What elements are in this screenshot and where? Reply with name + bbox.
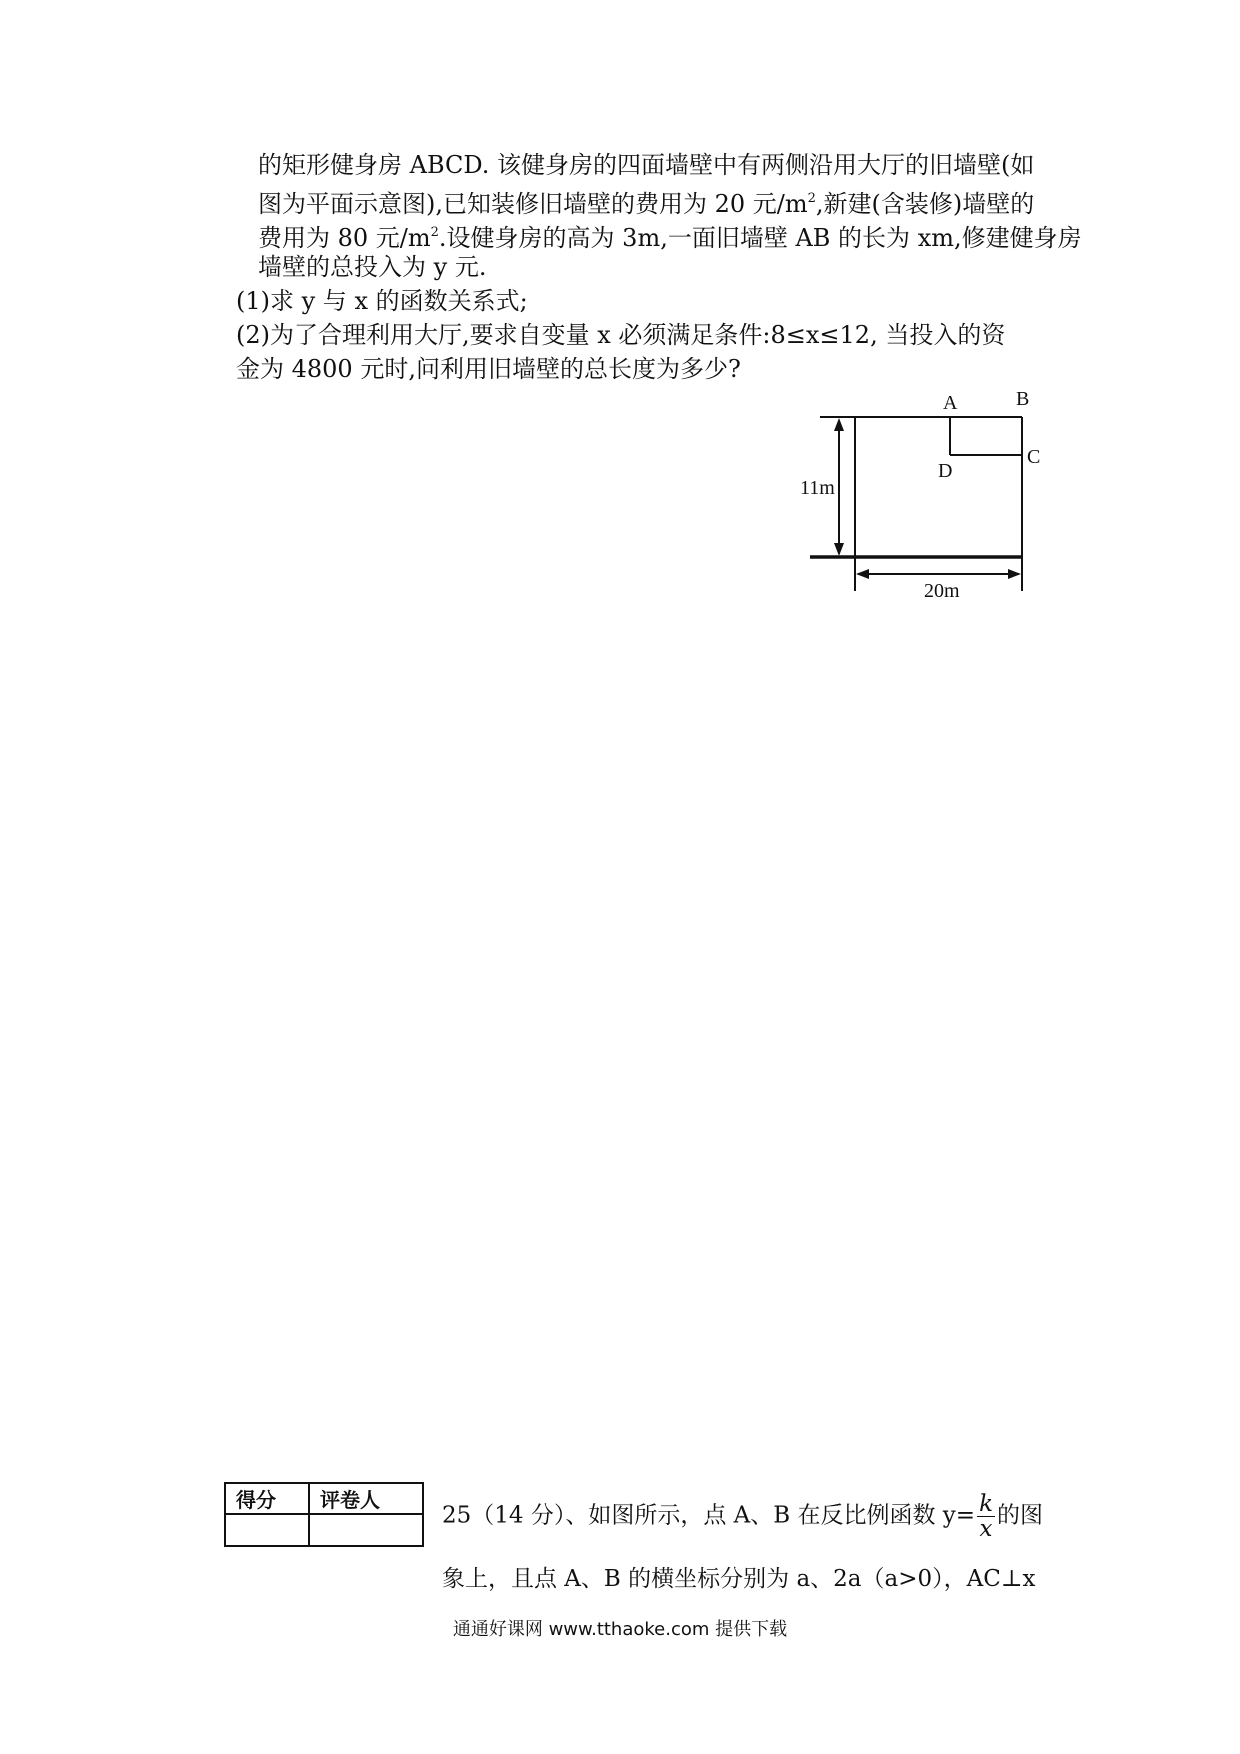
footer-text: 通通好课网 www.tthaoke.com 提供下载 xyxy=(452,1619,788,1640)
height-arrow-up xyxy=(834,418,844,431)
grader-header: 评卷人 xyxy=(309,1483,423,1514)
score-header: 得分 xyxy=(225,1483,309,1514)
problem25-line1-pre: 25（14 分）、如图所示，点 A、B 在反比例函数 y= xyxy=(442,1502,976,1529)
label-width: 20m xyxy=(924,580,960,602)
label-d: D xyxy=(938,460,953,482)
score-table-blank-row xyxy=(225,1514,423,1546)
height-arrow-down xyxy=(834,543,844,556)
score-table xyxy=(224,1482,424,1547)
score-cell xyxy=(225,1514,309,1546)
width-arrow-right xyxy=(1008,569,1021,579)
problem24-line1: 的矩形健身房 ABCD. 该健身房的四面墙壁中有两侧沿用大厅的旧墙壁(如 xyxy=(258,151,1035,179)
problem24-line2-sup: 2 xyxy=(807,191,816,206)
problem25-line1-post: 的图 xyxy=(997,1502,1043,1529)
floor-plan-diagram xyxy=(800,385,1080,605)
problem24-line2-pre: 图为平面示意图),已知装修旧墙壁的费用为 20 元/m xyxy=(258,190,808,218)
problem24-line2-post: ,新建(含装修)墙壁的 xyxy=(815,190,1035,218)
fraction-numerator: k xyxy=(979,1491,993,1517)
problem24-question2-line2: 金为 4800 元时,问利用旧墙壁的总长度为多少? xyxy=(236,355,741,383)
width-arrow-left xyxy=(856,569,869,579)
problem24-question1: (1)求 y 与 x 的函数关系式; xyxy=(236,287,528,315)
label-b: B xyxy=(1016,388,1030,410)
grader-cell xyxy=(309,1514,423,1546)
label-c: C xyxy=(1027,446,1041,468)
label-height: 11m xyxy=(800,477,835,499)
problem24-line3-post: .设健身房的高为 3m,一面旧墙壁 AB 的长为 xm,修建健身房 xyxy=(438,224,1082,252)
problem24-line3-sup: 2 xyxy=(430,225,439,240)
inverse-fraction xyxy=(977,1492,995,1541)
problem25-line2: 象上，且点 A、B 的横坐标分别为 a、2a（a>0），AC⊥x xyxy=(442,1566,1036,1592)
problem24-line4: 墙壁的总投入为 y 元. xyxy=(258,253,487,281)
problem25-line1 xyxy=(442,1492,1043,1541)
problem24-line3-pre: 费用为 80 元/m xyxy=(258,224,431,252)
fraction-denominator: x xyxy=(979,1516,993,1542)
label-a: A xyxy=(943,392,958,414)
problem24-question2-line1: (2)为了合理利用大厅,要求自变量 x 必须满足条件:8≤x≤12, 当投入的资 xyxy=(236,321,1006,349)
score-table-header-row xyxy=(225,1483,423,1514)
